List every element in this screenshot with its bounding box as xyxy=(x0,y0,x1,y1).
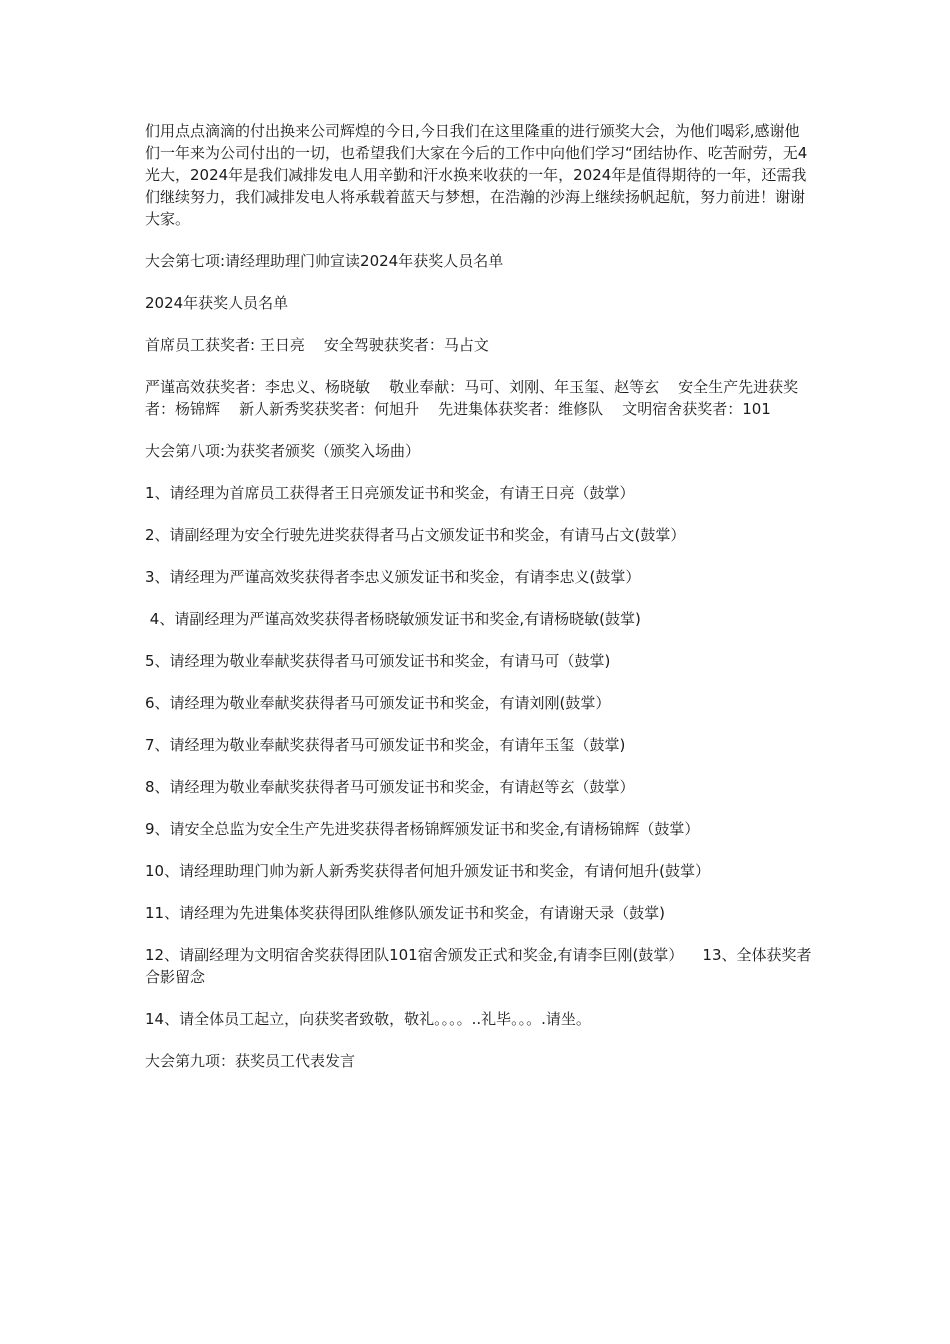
agenda-item-8: 大会第八项:为获奖者颁奖（颁奖入场曲） xyxy=(145,442,421,460)
award-step: 12、请副经理为文明宿舍奖获得团队101宿舍颁发正式和奖金,有请李巨刚(鼓掌） 13、全体获奖者合影留念 xyxy=(145,946,812,986)
award-step: 14、请全体员工起立，向获奖者致敬，敬礼。。。。..礼毕。。。.请坐。 xyxy=(145,1010,591,1028)
award-step: 1、请经理为首席员工获得者王日亮颁发证书和奖金，有请王日亮（鼓掌） xyxy=(145,484,635,502)
agenda-item-7: 大会第七项:请经理助理门帅宣读2024年获奖人员名单 xyxy=(145,252,504,270)
award-step: 9、请安全总监为安全生产先进奖获得者杨锦辉颁发证书和奖金,有请杨锦辉（鼓掌） xyxy=(145,820,700,838)
award-step: 2、请副经理为安全行驶先进奖获得者马占文颁发证书和奖金，有请马占文(鼓掌） xyxy=(145,526,686,544)
award-step: 6、请经理为敬业奉献奖获得者马可颁发证书和奖金，有请刘刚(鼓掌） xyxy=(145,694,611,712)
winners-line-2: 严谨高效获奖者：李忠义、杨晓敏 敬业奉献：马可、刘刚、年玉玺、赵等玄 安全生产先进获奖者：杨锦辉 新人新秀奖获奖者：何旭升 先进集体获奖者：维修队 文明宿舍获奖者：101 xyxy=(145,378,799,418)
award-step: 4、请副经理为严谨高效奖获得者杨晓敏颁发证书和奖金,有请杨晓敏(鼓掌) xyxy=(145,610,641,628)
document-page xyxy=(145,120,813,1092)
winners-list-title: 2024年获奖人员名单 xyxy=(145,294,289,312)
award-step: 8、请经理为敬业奉献奖获得者马可颁发证书和奖金，有请赵等玄（鼓掌） xyxy=(145,778,635,796)
agenda-item-9: 大会第九项：获奖员工代表发言 xyxy=(145,1052,356,1070)
award-step: 3、请经理为严谨高效奖获得者李忠义颁发证书和奖金，有请李忠义(鼓掌） xyxy=(145,568,641,586)
award-step: 10、请经理助理门帅为新人新秀奖获得者何旭升颁发证书和奖金，有请何旭升(鼓掌） xyxy=(145,862,710,880)
award-step: 11、请经理为先进集体奖获得团队维修队颁发证书和奖金，有请谢天录（鼓掌) xyxy=(145,904,665,922)
award-step: 7、请经理为敬业奉献奖获得者马可颁发证书和奖金，有请年玉玺（鼓掌) xyxy=(145,736,626,754)
winners-line-1: 首席员工获奖者: 王日亮 安全驾驶获奖者：马占文 xyxy=(145,336,489,354)
intro-paragraph: 们用点点滴滴的付出换来公司辉煌的今日,今日我们在这里隆重的进行颁奖大会，为他们喝彩,感谢他们一年来为公司付出的一切，也希望我们大家在今后的工作中向他们学习“团结协作、吃苦耐劳，无4光大，2024年是我们减排发电人用辛勤和汗水换来收获的一年，2024年是值得期待的一年，还需我们继续努力，我们减排发电人将承载着蓝天与梦想，在浩瀚的沙海上继续扬帆起航，努力前进！谢谢大家。 xyxy=(145,122,808,228)
award-step: 5、请经理为敬业奉献奖获得者马可颁发证书和奖金，有请马可（鼓掌) xyxy=(145,652,611,670)
